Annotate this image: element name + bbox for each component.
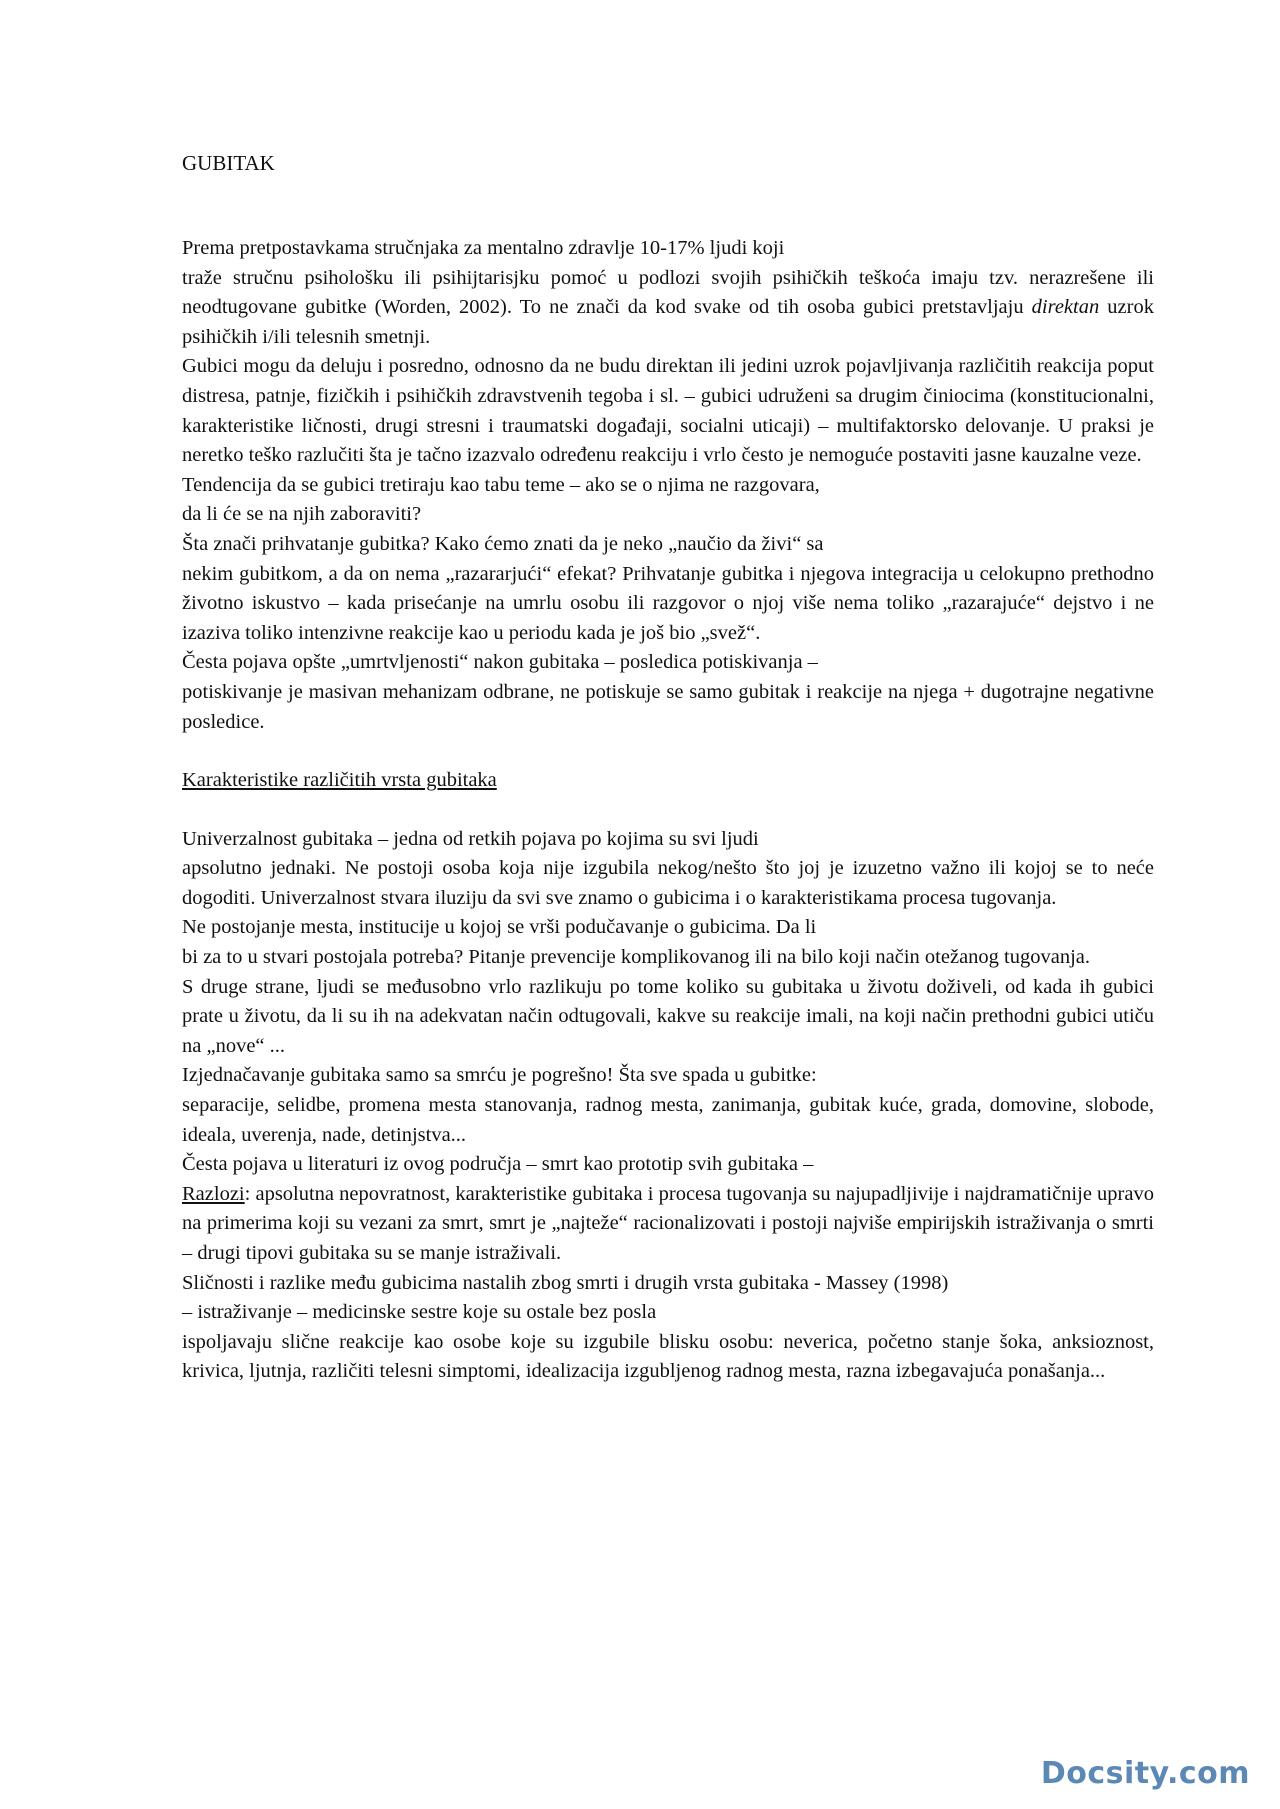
paragraph-text: separacije, selidbe, promena mesta stanovanja, radnog mesta, zanimanja, gubitak kuće, grada, domovine, slobode, ideala, uverenja, nade, detinjstva... bbox=[182, 1094, 1154, 1146]
paragraph-text: nekim gubitkom, a da on nema „razararjući“ efekat? Prihvatanje gubitka i njegova integracija u celokupno prethodno životno iskustvo – kada prisećanje na umrlu osobu ili razgovor o njoj više nema toliko „razarajuće“ dejstvo i ne izaziva toliko intenzivne reakcije kao u periodu kada je još bio „svež“. bbox=[182, 562, 1154, 644]
paragraph-universality bbox=[182, 825, 1154, 914]
paragraph-text: uzrok psihičkih i/ili telesnih smetnji. bbox=[182, 296, 1154, 348]
paragraph-indirect-losses: Gubici mogu da deluju i posredno, odnosno da ne budu direktan ili jedini uzrok pojavljivanja različitih reakcija poput distresa, patnje, fizičkih i psihičkih zdravstvenih tegoba i sl. – gubici udruženi sa drugim činiocima (konstitucionalni, karakteristike ličnosti, drugi stresni i traumatski događaji, socialni uticaji) – multifaktorsko delovanje. U praksi je neretko teško razlučiti šta je tačno izazvalo određenu reakciju i vrlo često je nemoguće postaviti jasne kauzalne veze. bbox=[182, 355, 1154, 467]
paragraph-text: potiskivanje je masivan mehanizam odbrane, ne potiskuje se samo gubitak i reakcije na njega + dugotrajne negativne posledice. bbox=[182, 680, 1154, 733]
paragraph-differences: S druge strane, ljudi se međusobno vrlo razlikuju po tome koliko su gubitaka u životu doživeli, od kada ih gubici prate u životu, da li su ih na adekvatan način odtugovali, kakve su reakcije imali, na koji način prethodni gubici utiču na „nove“ ... bbox=[182, 975, 1154, 1057]
paragraph-line: Sličnosti i razlike među gubicima nastalih zbog smrti i drugih vrsta gubitaka - Massey (1998) bbox=[182, 1271, 949, 1294]
docsity-watermark: Docsity.com bbox=[1040, 1756, 1250, 1791]
paragraph-acceptance bbox=[182, 530, 1154, 648]
paragraph-line: Izjednačavanje gubitaka samo sa smrću je pogrešno! Šta sve spada u gubitke: bbox=[182, 1064, 817, 1087]
paragraph-massey bbox=[182, 1269, 1154, 1387]
paragraph-line: Tendencija da se gubici tretiraju kao tabu teme – ako se o njima ne razgovara, bbox=[182, 473, 820, 496]
document-page bbox=[182, 148, 1154, 1387]
paragraph-death-prototype bbox=[182, 1150, 1154, 1268]
paragraph-line: Česta pojava opšte „umrtvljenosti“ nakon gubitaka – posledica potiskivanja – bbox=[182, 651, 818, 674]
paragraph-text: apsolutno jednaki. Ne postoji osoba koja nije izgubila nekog/nešto što joj je izuzetno važno ili kojoj se to neće dogoditi. Univerzalnost stvara iluziju da svi sve znamo o gubicima i o karakteristikama procesa tugovanja. bbox=[182, 857, 1154, 909]
paragraph-no-institution bbox=[182, 913, 1154, 972]
paragraph-line: Šta znači prihvatanje gubitka? Kako ćemo znati da je neko „naučio da živi“ sa bbox=[182, 532, 824, 555]
spacer bbox=[182, 737, 1154, 766]
paragraph-numbness bbox=[182, 648, 1154, 737]
paragraph-line: da li će se na njih zaboraviti? bbox=[182, 503, 422, 526]
paragraph-line: Prema pretpostavkama stručnjaka za mentalno zdravlje 10-17% ljudi koji bbox=[182, 237, 785, 259]
paragraph-text: bi za to u stvari postojala potreba? Pitanje prevencije komplikovanog ili na bilo koji način otežanog tugovanja. bbox=[182, 946, 1091, 969]
paragraph-line: Česta pojava u literaturi iz ovog područja – smrt kao prototip svih gubitaka – bbox=[182, 1153, 814, 1176]
paragraph-loss-types bbox=[182, 1061, 1154, 1150]
paragraph-line: Univerzalnost gubitaka – jedna od retkih pojava po kojima su svi ljudi bbox=[182, 827, 759, 850]
document-title: GUBITAK bbox=[182, 151, 275, 175]
paragraph-text: : apsolutna nepovratnost, karakteristike gubitaka i procesa tugovanja su najupadljivije i najdramatičnije upravo na primerima koji su vezani za smrt, smrt je „najteže“ racionalizovati i postoji najviše empirijskih istraživanja o smrti – drugi tipovi gubitaka su se manje istraživali. bbox=[182, 1182, 1154, 1264]
underlined-label: Razlozi bbox=[182, 1182, 245, 1205]
paragraph-text: traže stručnu psihološku ili psihijtarisjku pomoć u podlozi svojih psihičkih teškoća imaju tzv. nerazrešene ili neodtugovane gubitke (Worden, 2002). To ne znači da kod svake od tih osoba gubici pretstavljaju bbox=[182, 266, 1154, 319]
paragraph-line: Ne postojanje mesta, institucije u kojoj se vrši podučavanje o gubicima. Da li bbox=[182, 916, 817, 939]
paragraph-line: – istraživanje – medicinske sestre koje su ostale bez posla bbox=[182, 1301, 657, 1324]
italic-text: direktan bbox=[1031, 296, 1100, 319]
paragraph-intro bbox=[182, 234, 1154, 352]
paragraph-taboo bbox=[182, 471, 1154, 530]
paragraph-text: ispoljavaju slične reakcije kao osobe koje su izgubile blisku osobu: neverica, početno stanje šoka, anksioznost, krivica, ljutnja, različiti telesni simptomi, idealizacija izgubljenog radnog mesta, razna izbegavajuća ponašanja... bbox=[182, 1330, 1154, 1383]
section-heading: Karakteristike različitih vrsta gubitaka bbox=[182, 769, 497, 792]
